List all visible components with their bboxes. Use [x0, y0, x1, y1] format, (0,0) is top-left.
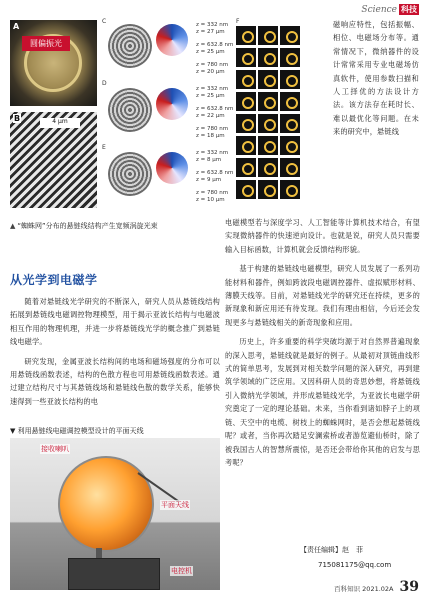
section-name-cn: 科技 [401, 5, 417, 14]
grid-label-d: D [102, 80, 107, 87]
right-column [225, 216, 420, 475]
intensity-spot [236, 114, 256, 133]
intensity-spot [280, 48, 300, 67]
intensity-spot [236, 158, 256, 177]
figure-grid [102, 18, 330, 214]
caption-triangle-icon: ▼ [10, 427, 16, 435]
z-label: z = 780 nm z = 20 μm [196, 62, 229, 75]
scale-bar: 4 μm [40, 118, 80, 128]
intensity-spot [236, 136, 256, 155]
intensity-spot [258, 48, 278, 67]
figure-caption: ▲ “蜘蛛网”分布的悬链线结构产生宽频涡旋光束 [10, 222, 158, 230]
body-paragraph: 磁响应特性，包括振幅、相位、电磁场分布等。通常情况下，微纳器件的设计常常采用专业电磁场仿真软件，使用参数扫描和人工择优的方法设计方法。该方法存在耗时长、难以最优化等问题。在未来的研究中，悬链线 [333, 20, 419, 137]
body-paragraph: 基于构建的悬链线电磁模型，研究人员发展了一系列功能材料和器件，例如跨波段电磁调控器件、虚拟赋形材料、薄膜天线等。目前，对悬链线光学的研究还在持续，更多的新现象和新应用还有待发现。我们有理由相信，今后还会发现更多与悬链线相关的新奇现象和应用。 [225, 264, 420, 327]
receiver-horn-label: 接收喇叭 [41, 445, 69, 453]
intensity-spot [236, 70, 256, 89]
body-paragraph: 电磁模型若与深度学习、人工智能等计算机技术结合，有望实现微纳器件的快速逆向设计。也就是说，研究人员只需要输入目标函数，计算机就会反馈结构形貌。 [225, 218, 420, 254]
body-paragraph: 研究发现，金属亚波长结构间的电场和磁场强度的分布可以用悬链线函数表述，结构的色散方程也可用悬链线函数表述。通过建立结构尺寸与其悬链线场和悬链线色散的数学关系，能够快速得到一些亚波长结构的电 [10, 356, 220, 406]
intensity-spot [280, 158, 300, 177]
intensity-spot [280, 180, 300, 199]
intensity-spot [280, 26, 300, 45]
z-label: z = 632.8 nm z = 22 μm [196, 106, 234, 119]
grid-label-e: E [102, 144, 106, 151]
grating-disk [108, 152, 152, 196]
figure-panel-b [10, 112, 97, 208]
intensity-spot [280, 92, 300, 111]
page-number: 39 [399, 579, 419, 595]
intensity-spot [280, 70, 300, 89]
phase-map [156, 88, 188, 120]
figure-panel-a [10, 20, 97, 106]
grid-label-f: F [236, 18, 240, 25]
grating-disk [108, 24, 152, 68]
grating-disk [108, 88, 152, 132]
left-column [10, 295, 220, 414]
intensity-spot [280, 114, 300, 133]
caption-triangle-icon: ▲ [10, 222, 16, 230]
z-label: z = 332 nm z = 8 μm [196, 150, 229, 163]
z-label: z = 632.8 nm z = 9 μm [196, 170, 234, 183]
z-label: z = 780 nm z = 18 μm [196, 126, 229, 139]
intensity-spot [236, 92, 256, 111]
intensity-spot [258, 26, 278, 45]
antenna-dish [58, 456, 154, 552]
intensity-spot [258, 92, 278, 111]
intensity-spot [280, 136, 300, 155]
editor-credit: 【责任编辑】赵 菲 [300, 546, 363, 554]
magazine-issue: 百科知识 2021.02A [334, 585, 394, 593]
section-name-en: Science [361, 4, 397, 15]
body-paragraph: 随着对悬链线光学研究的不断深入，研究人员从悬链线结构拓展到悬链线电磁调控物理模型，用于揭示亚波长结构与电磁波相互作用的物理机理，并进一步将悬链线光学的概念推广到悬链线电磁学。 [10, 297, 220, 347]
section-heading: 从光学到电磁学 [10, 273, 98, 287]
section-brand [361, 4, 419, 15]
editor-email: 715081175@qq.com [318, 561, 392, 569]
intensity-spot [258, 70, 278, 89]
planar-antenna-label: 平面天线 [161, 501, 189, 509]
intensity-spot [258, 136, 278, 155]
body-paragraph: 历史上，许多重要的科学突破均源于对自然界普遍现象的深入思考，悬链线就是最好的例子。从最初对顶链曲线形式的简单思考，发展到对相关数学问题的深入研究，再到建筑学领域的广泛应用。又因科研人员的奇思妙想，将悬链线引入微纳光学领域，并形成悬链线光学，为亚波长电磁学研究奠定了一定的理论基础。未来，当你看到诸如脖子上的项链、天空中的电缆、树枝上的蜘蛛网时，是否会想起悬链线呢？或者，当你再次踏足安澜索桥或者游览避仙桥时，除了被我国古人的智慧所震惊，是否还会带给你其他的启发与思考呢？ [225, 337, 420, 467]
research-figure [10, 18, 330, 216]
photo-caption: ▼ 利用悬链线电磁调控模型设计的平面天线 [10, 427, 144, 435]
z-label: z = 632.8 nm z = 25 μm [196, 42, 234, 55]
intensity-spot [236, 48, 256, 67]
z-label: z = 332 nm z = 27 μm [196, 22, 229, 35]
intensity-spot [236, 180, 256, 199]
right-column-top [333, 18, 419, 139]
z-label: z = 332 nm z = 25 μm [196, 86, 229, 99]
phase-map [156, 24, 188, 56]
phase-map [156, 152, 188, 184]
motor-label: 电控机 [171, 567, 192, 575]
intensity-spot [258, 114, 278, 133]
panel-b-label: B [14, 114, 21, 123]
z-label: z = 780 nm z = 10 μm [196, 190, 229, 203]
intensity-spot [258, 158, 278, 177]
grid-label-c: C [102, 18, 107, 25]
motor-box [68, 558, 160, 590]
intensity-spot [236, 26, 256, 45]
antenna-photo [10, 438, 220, 590]
intensity-spot [258, 180, 278, 199]
panel-a-label: A [13, 22, 20, 31]
page-footer [334, 579, 419, 595]
circular-polarization-tag: 圆偏振光 [22, 36, 70, 51]
